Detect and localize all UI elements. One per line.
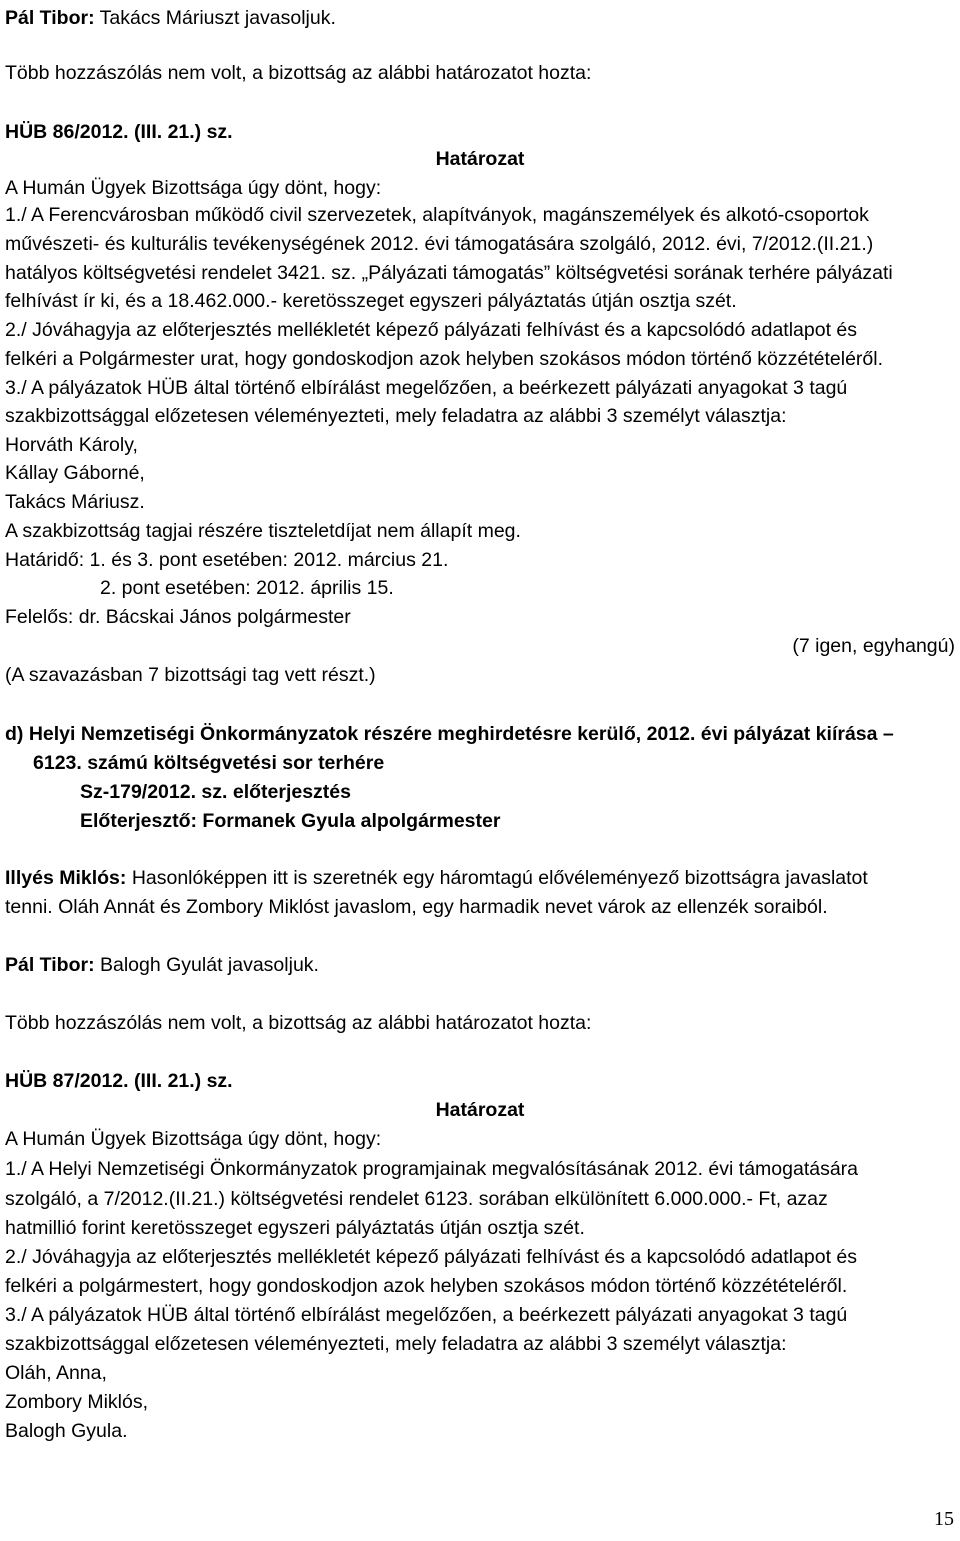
text-line: Kállay Gáborné, [5,462,145,484]
agenda-item-proposal: Sz-179/2012. sz. előterjesztés [80,781,351,803]
agenda-item-presenter: Előterjesztő: Formanek Gyula alpolgármester [80,810,501,832]
text-line: 3./ A pályázatok HÜB által történő elbírálást megelőzően, a beérkezett pályázati anyagokat 3 tagú [5,1304,848,1326]
text-line: felkéri a Polgármester urat, hogy gondoskodjon azok helyben szokásos módon történő közzétételéről. [5,348,884,370]
agenda-item-title: d) Helyi Nemzetiségi Önkormányzatok részére meghirdetésre kerülő, 2012. évi pályázat kiírása – [5,723,894,745]
text-line: művészeti- és kulturális tevékenységének 2012. évi támogatására szolgáló, 2012. évi, 7/2012.(II.21.) [5,233,874,255]
agenda-item-budget-line: 6123. számú költségvetési sor terhére [33,752,385,774]
speaker-text: Hasonlóképpen itt is szeretnék egy háromtagú elővéleményező bizottságra javaslatot [131,867,868,889]
paragraph [5,6,336,30]
vote-participation: (A szavazásban 7 bizottsági tag vett részt.) [5,664,376,686]
text-line: 1./ A Helyi Nemzetiségi Önkormányzatok programjainak megvalósításának 2012. évi támogatására [5,1158,859,1180]
text-line: Oláh, Anna, [5,1362,107,1384]
resolution-heading: Határozat [435,148,525,170]
text-line: felhívást ír ki, és a 18.462.000.- keretösszeget egyszeri pályáztatás útján osztja szét. [5,290,737,312]
text-line: felkéri a polgármestert, hogy gondoskodjon azok helyben szokásos módon történő közzétételéről. [5,1275,848,1297]
resolution-heading: Határozat [435,1099,525,1121]
resolution-number: HÜB 86/2012. (III. 21.) sz. [5,121,233,143]
text-line: 3./ A pályázatok HÜB által történő elbírálást megelőzően, a beérkezett pályázati anyagokat 3 tagú [5,377,848,399]
paragraph [5,953,319,977]
vote-result: (7 igen, egyhangú) [792,635,955,657]
text-line: tenni. Oláh Annát és Zombory Miklóst javaslom, egy harmadik nevet várok az ellenzék soraiból. [5,896,828,918]
resolution-intro: A Humán Ügyek Bizottsága úgy dönt, hogy: [5,177,382,199]
text-line: szakbizottsággal előzetesen véleményezteti, mely feladatra az alábbi 3 személyt választja: [5,405,787,427]
text-line: szolgáló, a 7/2012.(II.21.) költségvetési rendelet 6123. sorában elkülönített 6.000.000.- Ft, azaz [5,1188,828,1210]
text-line: hatmillió forint keretösszeget egyszeri pályáztatás útján osztja szét. [5,1217,585,1239]
text-line: Balogh Gyula. [5,1420,128,1442]
speaker-name: Pál Tibor: [5,7,95,29]
speaker-name: Pál Tibor: [5,954,95,976]
text-line: 2./ Jóváhagyja az előterjesztés mellékletét képező pályázati felhívást és a kapcsolódó adatlapot és [5,319,858,341]
text-line: hatályos költségvetési rendelet 3421. sz. „Pályázati támogatás” költségvetési sorának terhére pályázati [5,262,893,284]
text-line: Zombory Miklós, [5,1391,149,1413]
speaker-text: Takács Máriuszt javasoljuk. [99,7,336,29]
text-line: 2./ Jóváhagyja az előterjesztés mellékletét képező pályázati felhívást és a kapcsolódó adatlapot és [5,1246,858,1268]
text-line: A szakbizottság tagjai részére tiszteletdíjat nem állapít meg. [5,520,521,542]
paragraph: Több hozzászólás nem volt, a bizottság az alábbi határozatot hozta: [5,1012,592,1034]
resolution-number: HÜB 87/2012. (III. 21.) sz. [5,1070,233,1092]
speaker-text: Balogh Gyulát javasoljuk. [100,954,319,976]
resolution-intro: A Humán Ügyek Bizottsága úgy dönt, hogy: [5,1128,382,1150]
speaker-name: Illyés Miklós: [5,867,127,889]
text-line: szakbizottsággal előzetesen véleményezteti, mely feladatra az alábbi 3 személyt választja: [5,1333,787,1355]
page-number: 15 [934,1508,954,1530]
text-line: Határidő: 1. és 3. pont esetében: 2012. március 21. [5,549,449,571]
text-line: Takács Máriusz. [5,491,145,513]
paragraph [5,866,868,890]
text-line: 1./ A Ferencvárosban működő civil szervezetek, alapítványok, magánszemélyek és alkotó-csoportok [5,204,869,226]
paragraph: Több hozzászólás nem volt, a bizottság az alábbi határozatot hozta: [5,62,592,84]
text-line: Felelős: dr. Bácskai János polgármester [5,606,351,628]
text-line: Horváth Károly, [5,434,138,456]
text-line: 2. pont esetében: 2012. április 15. [100,577,394,599]
